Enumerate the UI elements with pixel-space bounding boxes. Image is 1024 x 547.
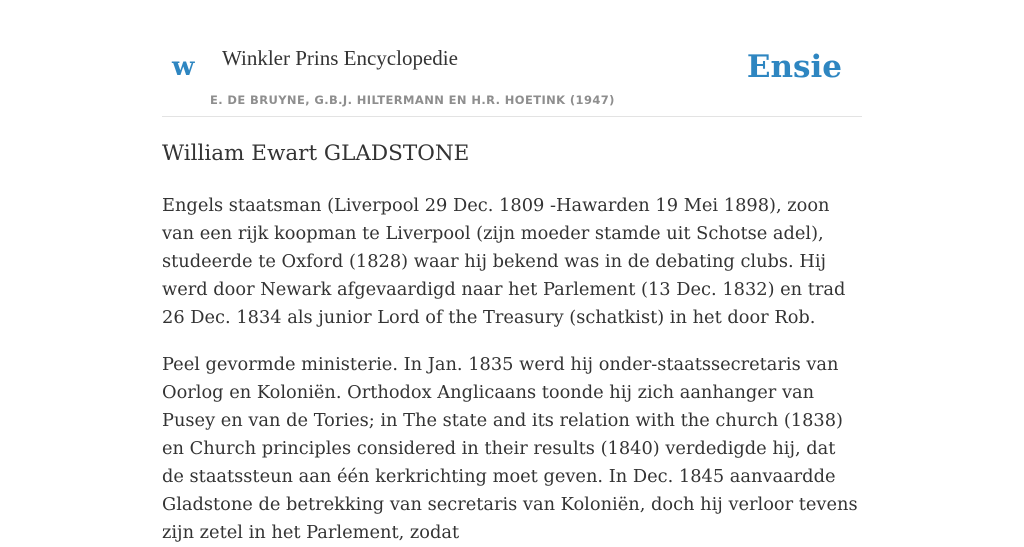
article-title: William Ewart GLADSTONE	[162, 141, 470, 166]
article-paragraph: Peel gevormde ministerie. In Jan. 1835 werd hij onder-staatssecretaris van Oorlog en Koloniën. Orthodox Anglicaans toonde hij zich aanhanger van Pusey en van de Tories; in The state and its relation with the church (1838) en Church principles considered in their results (1840) verdedigde hij, dat de staatssteun aan één kerkrichting moet geven. In Dec. 1845 aanvaardde Gladstone de betrekking van secretaris van Koloniën, doch hij verloor tevens zijn zetel in het Parlement, zodat	[162, 354, 858, 543]
winkler-prins-logo[interactable]: w	[172, 52, 195, 82]
encyclopedia-authors: E. DE BRUYNE, G.B.J. HILTERMANN EN H.R. HOETINK (1947)	[210, 93, 615, 107]
encyclopedia-title[interactable]: Winkler Prins Encyclopedie	[222, 46, 458, 70]
article	[162, 138, 862, 547]
article-paragraph: Engels staatsman (Liverpool 29 Dec. 1809 -Hawarden 19 Mei 1898), zoon van een rijk koopman te Liverpool (zijn moeder stamde uit Schotse adel), studeerde te Oxford (1828) waar hij bekend was in de debating clubs. Hij werd door Newark afgevaardigd naar het Parlement (13 Dec. 1832) en trad 26 Dec. 1834 als junior Lord of the Treasury (schatkist) in het door Rob.	[162, 195, 846, 328]
ensie-logo[interactable]: Ensie	[746, 49, 842, 85]
site-header	[162, 0, 862, 117]
